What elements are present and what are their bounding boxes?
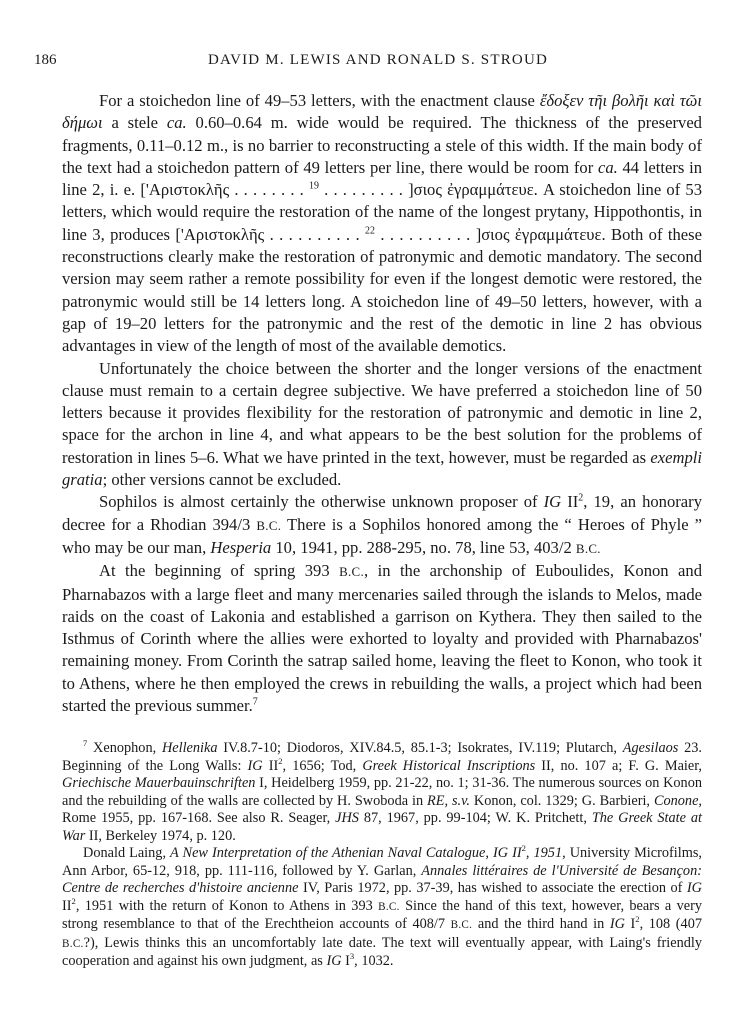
footnote-7-continued: Donald Laing, A New Interpretation of the Athenian Naval Catalogue, IG $II^2$, 1951, University Microfilms, Ann Arbor, 65-12, 918, pp. 111-116, followed by Y. Garlan, Annales littéraires de l'Université de Besançon: Centre de recherches d'histoire ancienne IV, Paris 1972, pp. 37-39, has wished to associate the erection of IG $II^2$, 1951 with the return of Konon to Athens in 393 B.C. Since the hand of this text, however, bears a very strong resemblance to that of the Erechtheion accounts of 408/7 B.C. and the third hand in IG $I^2$, 108 (407 B.C.?), Lewis thinks this an uncomfortably late date. The text will eventually appear, with Laing's friendly cooperation and against his own judgment, as IG $I^3$, 1032.	[62, 843, 703, 969]
page-number: 186	[34, 52, 57, 68]
paragraph-sophilos: Sophilos is almost certainly the otherwise unknown proposer of IG $II^2$, 19, an honorary decree for a Rhodian 394/3 B.C. There is a Sophilos honored among the “ Heroes of Phyle ” who may be our man, Hesperia 10, 1941, pp. 288-295, no. 78, line 53, 403/2 B.C.	[62, 492, 702, 557]
footnote-reference: 7	[252, 696, 258, 708]
main-text	[62, 90, 702, 717]
paragraph-konon: At the beginning of spring 393 B.C., in the archonship of Euboulides, Konon and Pharnabazos with a large fleet and many mercenaries sailed through the islands to Melos, made raids on the coast of Lakonia and established a garrison on Kythera. They then sailed to the Isthmus of Corinth where the allies were exhorted to loyalty and provided with Pharnabazos' remaining money. From Corinth the satrap sailed home, leaving the fleet to Konon, who took it to Athens, where he then employed the crews in rebuilding the walls, a project which had been started the previous summer.$^7$	[62, 561, 702, 716]
paragraph-stoichedon-line: For a stoichedon line of 49–53 letters, with the enactment clause ἔδοξεν τῆι βολῆι καὶ τῶι δήμωι a stele ca. 0.60–0.64 m. wide would be required. The thickness of the preserved fragments, 0.11–0.12 m., is no barrier to reconstructing a stele of this width. If the main body of the text had a stoichedon pattern of 49 letters per line, there would be room for ca. 44 letters in line 2, i. e. ['Αριστοκλῆς . . . . . . . . $^{19}$ . . . . . . . . . ]σιος ἐγραμμάτευε. A stoichedon line of 53 letters, which would require the restoration of the name of the longest prytany, Hippothontis, in line 3, produces ['Αριστοκλῆς . . . . . . . . . . $^{22}$ . . . . . . . . . . ]σιος ἐγραμμάτευε. Both of these reconstructions clearly make the restoration of patronymic and demotic mandatory. The second version may seem rather a remote possibility for even if the longest demotic were restored, the patronymic would still be 14 letters long. A stoichedon line of 49–50 letters, however, with a gap of 19–20 letters for the patronymic and the rest of the demotic in line 2 has obvious advantages in view of the length of most of the available demotics.	[62, 91, 702, 356]
footnote-marker: 7	[83, 738, 88, 749]
running-head: DAVID M. LEWIS AND RONALD S. STROUD	[207, 52, 549, 68]
footnotes	[62, 740, 702, 971]
footnote-7: $^7$ Xenophon, Hellenika IV.8.7-10; Diodoros, XIV.84.5, 85.1-3; Isokrates, IV.119; Plutarch, Agesilaos 23. Beginning of the Long Walls: IG $II^2$, 1656; Tod, Greek Historical Inscriptions II, no. 107 a; F. G. Maier, Griechische Mauerbauinschriften I, Heidelberg 1959, pp. 21-22, no. 1; 31-36. The numerous sources on Konon and the rebuilding of the walls are collected by H. Swoboda in RE, s.v. Konon, col. 1329; G. Barbieri, Conone, Rome 1955, pp. 167-168. See also R. Seager, JHS 87, 1967, pp. 99-104; W. K. Pritchett, The Greek State at War II, Berkeley 1974, p. 120.	[62, 738, 702, 844]
paragraph-enactment-clause: Unfortunately the choice between the shorter and the longer versions of the enactment clause must remain to a certain degree subjective. We have preferred a stoichedon line of 50 letters because it provides flexibility for the restoration of patronymic and demotic in line 2, space for the archon in line 4, and what appears to be the best solution for the problems of restoration in lines 5–6. What we have printed in the text, however, must be regarded as exempli gratia; other versions cannot be excluded.	[62, 358, 702, 490]
page-header	[34, 52, 722, 74]
